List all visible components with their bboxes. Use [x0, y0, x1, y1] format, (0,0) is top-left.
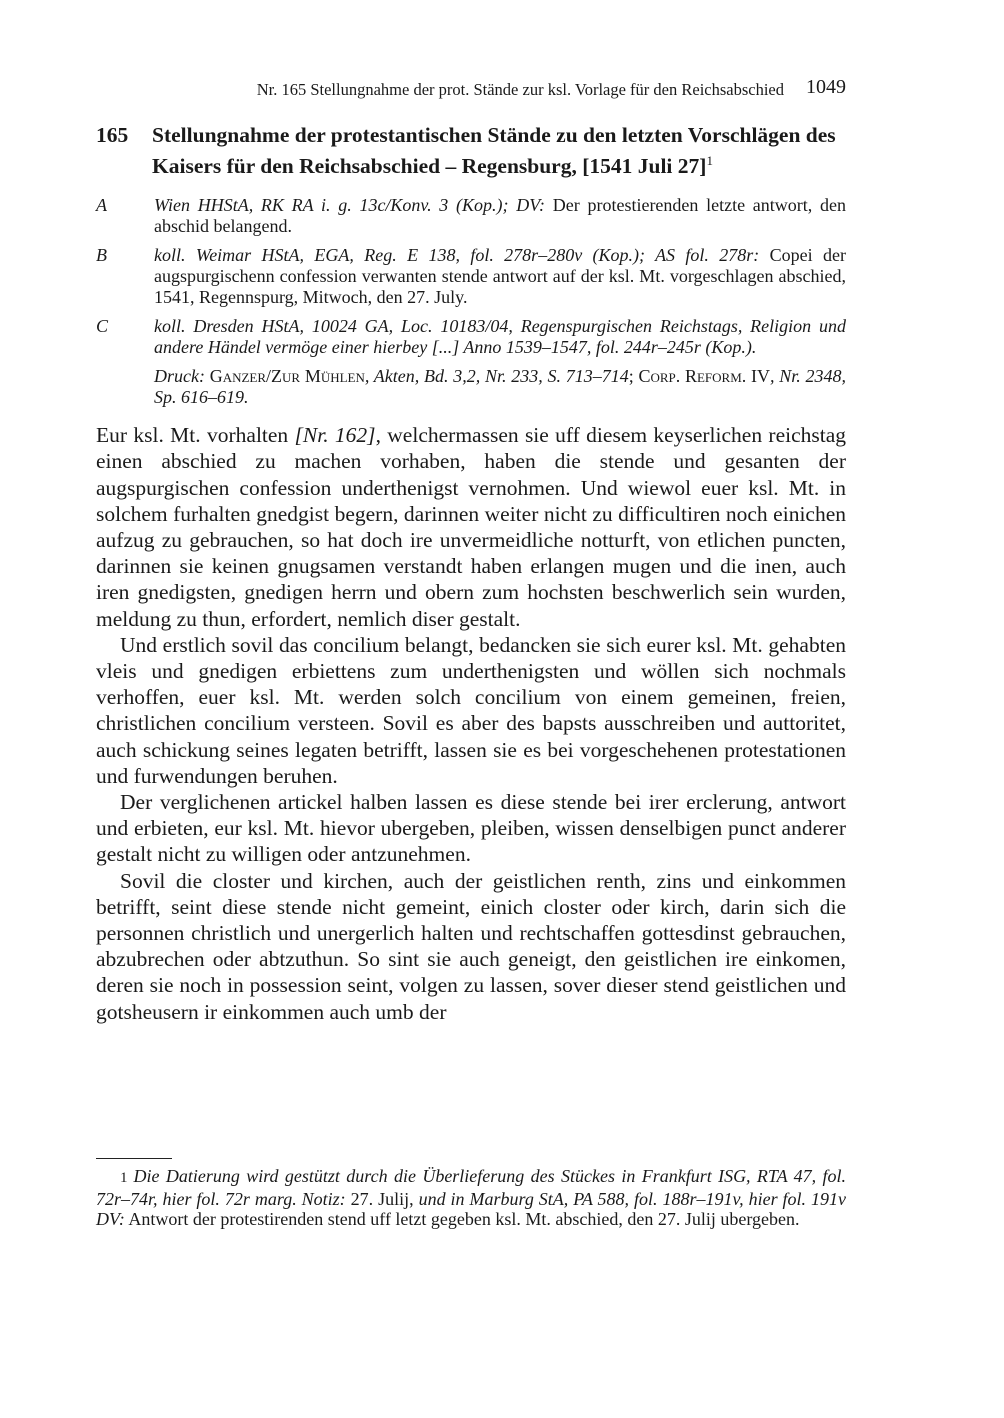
source-siglum: B — [96, 245, 107, 266]
cross-reference[interactable]: [Nr. 162] — [294, 423, 376, 448]
druck-corp: Corp. Reform. — [638, 366, 747, 387]
paragraph-1-b: , welchermassen sie uff diesem keyserlichen reichstag einen abschied zu machen vorhaben, haben die stende und gesanten der augspurgischen confession underthenigst vernohmen. Und wiewol euer ksl. Mt. in solchem furhalten gnedgist begern, darinnen weiter nicht zu difficultiren noch einichen aufzug zu gebrauchen, so hat doch ire unvermeidliche notturft, von etlichen puncten, darinnen sie keinen gnugsamen verstandt haben erlangen mugen und die inen, auch iren gnedigsten, gnedigen herrn und obern zum hochsten beschwerlich sein wurden, meldung zu thun, erfordert, nemlich diser gestalt. — [96, 423, 847, 631]
footnote-mark: 1 — [120, 1170, 128, 1186]
main-text — [96, 422, 846, 1025]
druck-sep: ; — [628, 366, 639, 387]
footnote-text-3: und in Marburg StA, PA 588, fol. 188r–191v, hier fol. 191v DV: — [96, 1188, 846, 1229]
footnote-text-4: Antwort der protestirenden stend uff letzt gegeben ksl. Mt. abschied, den 27. Julij ubergeben. — [124, 1209, 800, 1229]
paragraph-4: Sovil die closter und kirchen, auch der geistlichen renth, zins und einkommen betrifft, seint diese stende nicht gemeint, einich closter oder kirch, darin sich die personnen christlich und unergerlich halten und rechtschaffen gottesdinst gebrauchen, abzubrechen oder abtzuthun. So sint sie auch geneigt, den geistlichen ire einkomen, deren sie noch in possession seint, volgen zu lassen, sover dieser stend geistlichen und gotsheusern ir einkommen auch umb der — [96, 868, 846, 1024]
running-head — [96, 76, 846, 112]
source-ref: koll. Weimar HStA, EGA, Reg. E 138, fol. 278r–280v (Kop.); AS fol. 278r: — [154, 245, 760, 266]
source-b — [96, 245, 846, 308]
footnote-text-1: Die Datierung wird gestützt durch die Überlieferung des Stückes in Frankfurt ISG, RTA 47, fol. 72r–74r, hier fol. 72r marg. Notiz: — [96, 1166, 846, 1209]
page-content — [96, 76, 846, 1025]
source-c — [96, 316, 846, 358]
source-ref: Wien HHStA, RK RA i. g. 13c/Konv. 3 (Kop.); DV: — [154, 195, 546, 216]
print-siglum-spacer — [96, 366, 154, 408]
source-description — [154, 245, 846, 308]
paragraph-3: Der verglichenen artickel halben lassen es diese stende bei irer erclerung, antwort und erbieten, eur ksl. Mt. hievor ubergeben, pleiben, wissen denselbigen punct anderer gestalt nicht zu willigen oder antzunehmen. — [96, 790, 846, 867]
footnote-text-2: 27. Julij, — [345, 1188, 419, 1209]
source-description — [154, 316, 846, 358]
druck-ref-2: , Nr. 2348, Sp. 616–619. — [154, 366, 846, 408]
druck-ref-1: , Akten, Bd. 3,2, Nr. 233, S. 713–714 — [364, 366, 629, 387]
title-text: Stellungnahme der protestantischen Stände zu den letzten Vorschlägen des Kaisers für den Reichsabschied – Regensburg, [1541 Juli 27] — [152, 123, 836, 179]
page-number: 1049 — [806, 76, 846, 98]
source-ref: koll. Dresden HStA, 10024 GA, Loc. 10183/04, Regenspurgischen Reichstags, Religion und andere Händel vermöge einer hierbey [...] Anno 1539–1547, fol. 244r–245r (Kop.). — [154, 316, 846, 358]
source-siglum: A — [96, 195, 107, 216]
source-list — [96, 195, 846, 408]
document-title — [96, 122, 846, 179]
print-edition — [96, 366, 846, 408]
source-siglum: C — [96, 316, 109, 337]
source-text: Copei der augspurgischenn confession verwanten stende antwort auf der ksl. Mt. vorgeschlagen abschied, 1541, Regennspurg, Mitwoch, den 27. July. — [154, 245, 846, 308]
footnote-1 — [96, 1166, 846, 1230]
source-a — [96, 195, 846, 237]
druck-label: Druck: — [154, 366, 205, 387]
paragraph-1 — [96, 422, 846, 632]
footnote-ref[interactable]: 1 — [706, 153, 713, 168]
running-head-title: Nr. 165 Stellungnahme der prot. Stände zur ksl. Vorlage für den Reichsabschied — [256, 80, 784, 99]
source-text: Der protestierenden letzte antwort, den abschid belangend. — [154, 195, 846, 237]
druck-authors: Ganzer/Zur Mühlen — [209, 366, 365, 387]
source-description — [154, 195, 846, 237]
paragraph-1-a: Eur ksl. Mt. vorhalten — [96, 423, 295, 448]
footnote-rule — [96, 1158, 172, 1159]
print-description — [154, 366, 846, 408]
paragraph-2: Und erstlich sovil das concilium belangt, bedancken sie sich eurer ksl. Mt. gehabten vleis und gnedigen erbiettens zum underthenigsten und wöllen sich nochmals verhoffen, euer ksl. Mt. werden solch concilium von einem gemeinen, freien, christlichen concilium versteen. Sovil es aber des bapsts ausschreiben und auttoritet, auch schickung seines legaten betrifft, lassen sie es bei vorgeschehenen protestationen und furwendungen beruhen. — [96, 632, 846, 788]
document-title-text — [152, 122, 846, 179]
document-number: 165 — [96, 123, 129, 147]
druck-volume: IV — [746, 366, 771, 387]
